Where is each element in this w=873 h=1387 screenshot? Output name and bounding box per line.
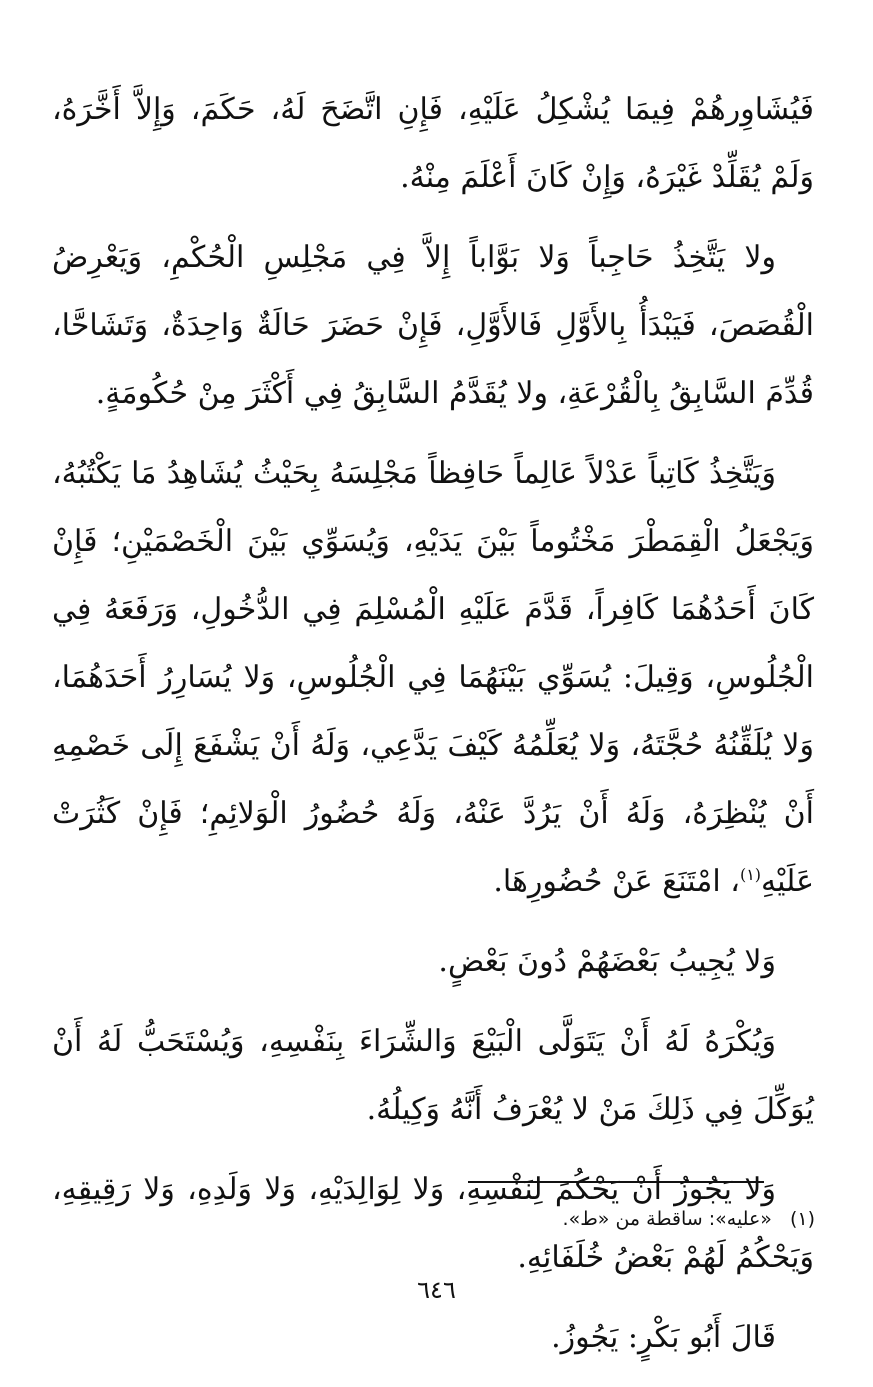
paragraph-2: ولا يَتَّخِذُ حَاجِباً وَلا بَوَّاباً إِلاَّ فِي مَجْلِسِ الْحُكْمِ، وَيَعْرِضُ الْقُصَصَ، فَيَبْدَأُ بِالأَوَّلِ فَالأَوَّلِ، فَإِنْ حَضَرَ حَالَةٌ وَاحِدَةٌ، وَتَشَاحَّا، قُدِّمَ السَّابِقُ بِالْقُرْعَةِ، ولا يُقَدَّمُ السَّابِقُ فِي أَكْثَرَ مِنْ حُكُومَةٍ. (52, 240, 814, 411)
main-text (52, 76, 814, 1384)
paragraph-5: وَيُكْرَهُ لَهُ أَنْ يَتَوَلَّى الْبَيْعَ وَالشِّرَاءَ بِنَفْسِهِ، وَيُسْتَحَبُّ لَهُ أَنْ يُوَكِّلَ فِي ذَلِكَ مَنْ لا يُعْرَفُ أَنَّهُ وَكِيلُهُ. (52, 1024, 814, 1127)
footnote-divider (468, 1181, 764, 1183)
paragraph-3 (52, 440, 814, 916)
footnote (563, 1208, 815, 1230)
paragraph-7: قَالَ أَبُو بَكْرٍ: يَجُوزُ. (551, 1320, 776, 1355)
footnote-text: «عليه»: ساقطة من «ط». (562, 1208, 772, 1230)
footnote-reference[interactable]: (١) (739, 865, 762, 884)
paragraph-3-tail: ، امْتَنَعَ عَنْ حُضُورِهَا. (493, 864, 740, 899)
page-number: ٦٤٦ (417, 1276, 456, 1304)
paragraph-4: وَلا يُجِيبُ بَعْضَهُمْ دُونَ بَعْضٍ. (438, 944, 776, 979)
paragraph-3-text: وَيَتَّخِذُ كَاتِباً عَدْلاً عَالِماً حَافِظاً مَجْلِسَهُ بِحَيْثُ يُشَاهِدُ مَا يَكْتُبُهُ، وَيَجْعَلُ الْقِمَطْرَ مَخْتُوماً بَيْنَ يَدَيْهِ، وَيُسَوِّي بَيْنَ الْخَصْمَيْنِ؛ فَإِنْ كَانَ أَحَدُهُمَا كَافِراً، قَدَّمَ عَلَيْهِ الْمُسْلِمَ فِي الدُّخُولِ، وَرَفَعَهُ فِي الْجُلُوسِ، وَقِيلَ: يُسَوِّي بَيْنَهُمَا فِي الْجُلُوسِ، وَلا يُسَارِرُ أَحَدَهُمَا، وَلا يُلَقِّنُهُ حُجَّتَهُ، وَلا يُعَلِّمُهُ كَيْفَ يَدَّعِي، وَلَهُ أَنْ يَشْفَعَ إِلَى خَصْمِهِ أَنْ يُنْظِرَهُ، وَلَهُ أَنْ يَرُدَّ عَنْهُ، وَلَهُ حُضُورُ الْوَلائِمِ؛ فَإِنْ كَثُرَتْ عَلَيْهِ (52, 456, 814, 899)
paragraph-6: وَلا يَجُوزُ أَنْ يَحْكُمَ لِنَفْسِهِ، وَلا لِوَالِدَيْهِ، وَلا وَلَدِهِ، وَلا رَقِيقِهِ، وَيَحْكُمُ لَهُمْ بَعْضُ خُلَفَائِهِ. (52, 1172, 814, 1275)
footnote-number: (١) (789, 1208, 815, 1230)
paragraph-1: فَيُشَاوِرهُمْ فِيمَا يُشْكِلُ عَلَيْهِ، فَإِنِ اتَّضَحَ لَهُ، حَكَمَ، وَإِلاَّ أَخَّرَهُ، وَلَمْ يُقَلِّدْ غَيْرَهُ، وَإِنْ كَانَ أَعْلَمَ مِنْهُ. (52, 92, 814, 195)
